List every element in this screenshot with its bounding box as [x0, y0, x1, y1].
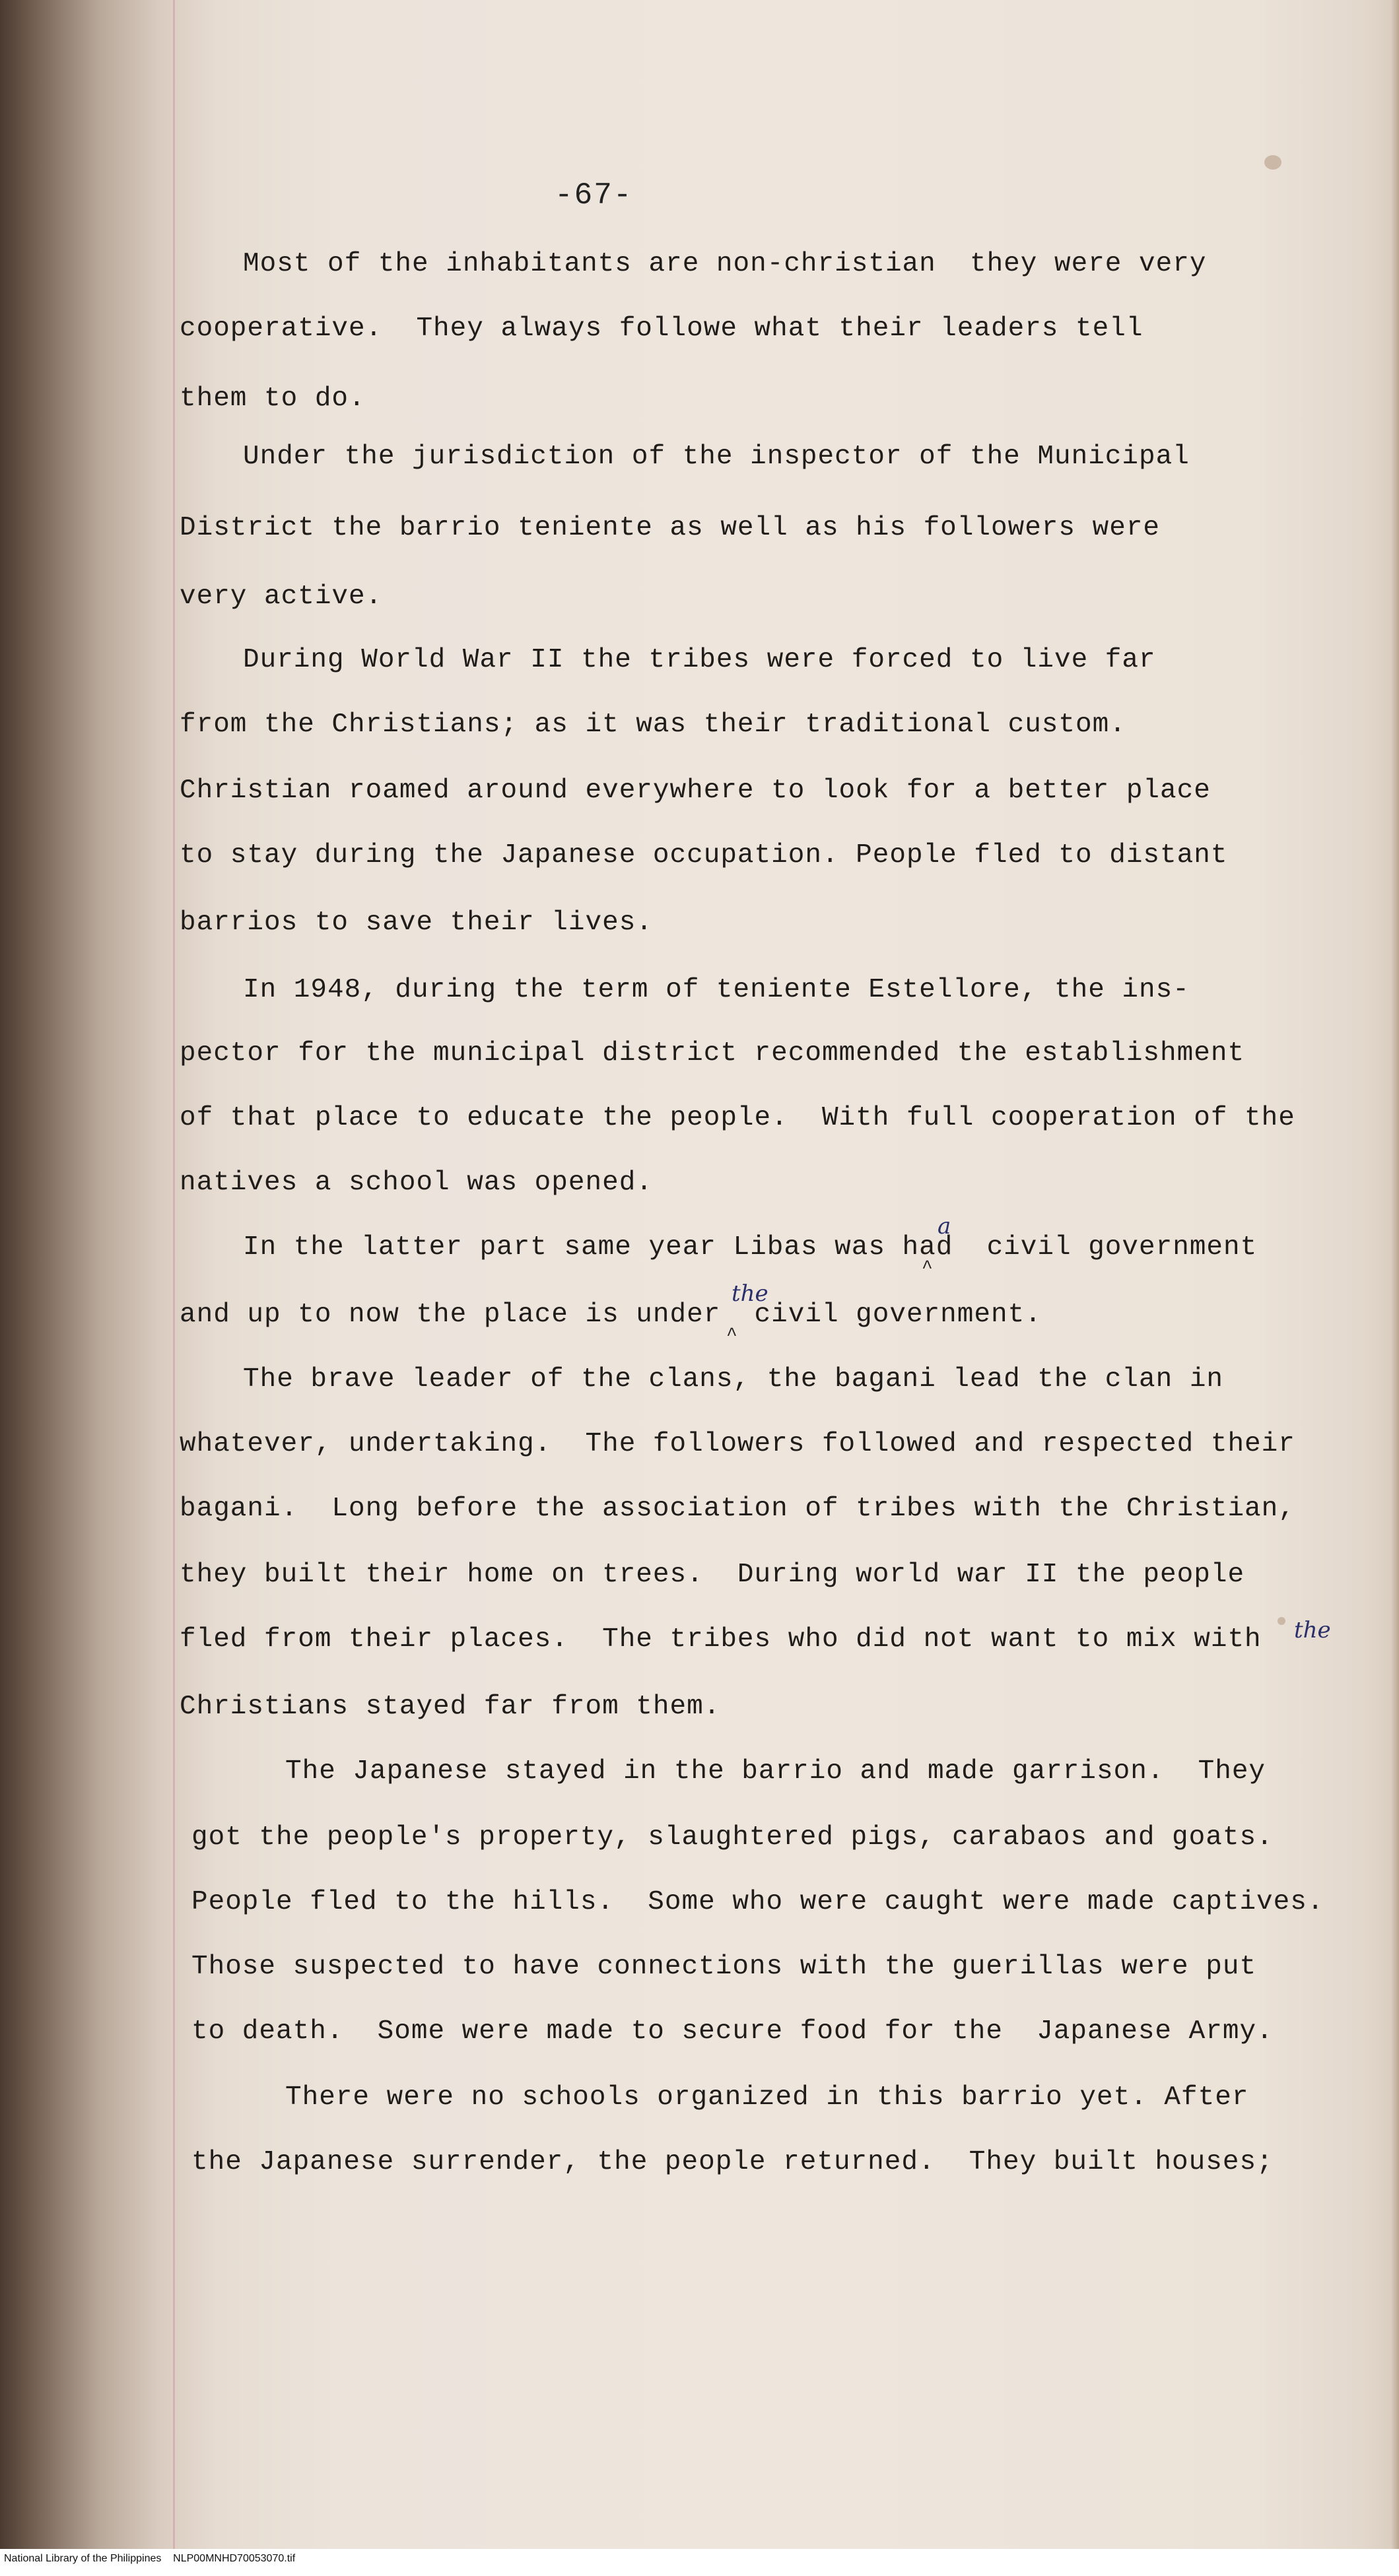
- text-line: The Japanese stayed in the barrio and made garrison. They: [285, 1756, 1266, 1787]
- text-line: to death. Some were made to secure food for the Japanese Army.: [191, 2016, 1274, 2047]
- text-line: In the latter part same year Libas was had civil government: [243, 1232, 1258, 1263]
- text-line: fled from their places. The tribes who did not want to mix with: [180, 1624, 1262, 1655]
- handwritten-insertion: a: [938, 1213, 951, 1239]
- page-number: -67-: [555, 178, 633, 213]
- text-line: District the barrio teniente as well as his followers were: [180, 513, 1161, 543]
- text-line: from the Christians; as it was their traditional custom.: [180, 710, 1126, 740]
- text-line: Under the jurisdiction of the inspector of the Municipal: [243, 442, 1190, 472]
- text-line: cooperative. They always followe what their leaders tell: [180, 314, 1143, 344]
- text-line: to stay during the Japanese occupation. People fled to distant: [180, 840, 1228, 871]
- insertion-caret: ^: [922, 1258, 933, 1278]
- text-line: Christians stayed far from them.: [180, 1692, 721, 1722]
- text-line: they built their home on trees. During world war II the people: [180, 1560, 1245, 1590]
- text-line: Those suspected to have connections with the guerillas were put: [191, 1952, 1257, 1982]
- page-edge-shadow: [1391, 0, 1399, 2549]
- text-line: During World War II the tribes were forced to live far: [243, 645, 1156, 675]
- text-line: pector for the municipal district recommended the establishment: [180, 1038, 1245, 1069]
- text-line: natives a school was opened.: [180, 1168, 653, 1198]
- text-line: People fled to the hills. Some who were caught were made captives.: [191, 1887, 1324, 1917]
- text-line: of that place to educate the people. With full cooperation of the: [180, 1103, 1295, 1133]
- text-line: There were no schools organized in this barrio yet. After: [285, 2082, 1249, 2113]
- text-line: In 1948, during the term of teniente Estellore, the ins-: [243, 975, 1190, 1005]
- footer-credit: National Library of the Philippines NLP00MNHD70053070.tif: [4, 2553, 296, 2564]
- text-line: got the people's property, slaughtered pigs, carabaos and goats.: [191, 1822, 1274, 1853]
- margin-line: [173, 0, 175, 2549]
- text-line: Most of the inhabitants are non-christian they were very: [243, 249, 1207, 279]
- text-line: and up to now the place is under civil government.: [180, 1300, 1042, 1330]
- text-line: Christian roamed around everywhere to look for a better place: [180, 776, 1211, 806]
- paper-stain: [1278, 1617, 1285, 1625]
- scan-footer: [0, 2549, 1399, 2576]
- text-line: bagani. Long before the association of tribes with the Christian,: [180, 1494, 1295, 1524]
- handwritten-insertion: the: [732, 1280, 768, 1307]
- text-line: them to do.: [180, 383, 366, 414]
- insertion-caret: ^: [726, 1325, 737, 1346]
- text-line: The brave leader of the clans, the bagani lead the clan in: [243, 1364, 1224, 1395]
- text-line: whatever, undertaking. The followers followed and respected their: [180, 1429, 1295, 1459]
- text-line: barrios to save their lives.: [180, 908, 653, 938]
- paper-stain: [1264, 155, 1281, 170]
- text-line: the Japanese surrender, the people returned. They built houses;: [191, 2147, 1274, 2177]
- handwritten-insertion: the: [1294, 1617, 1331, 1643]
- text-line: very active.: [180, 581, 383, 612]
